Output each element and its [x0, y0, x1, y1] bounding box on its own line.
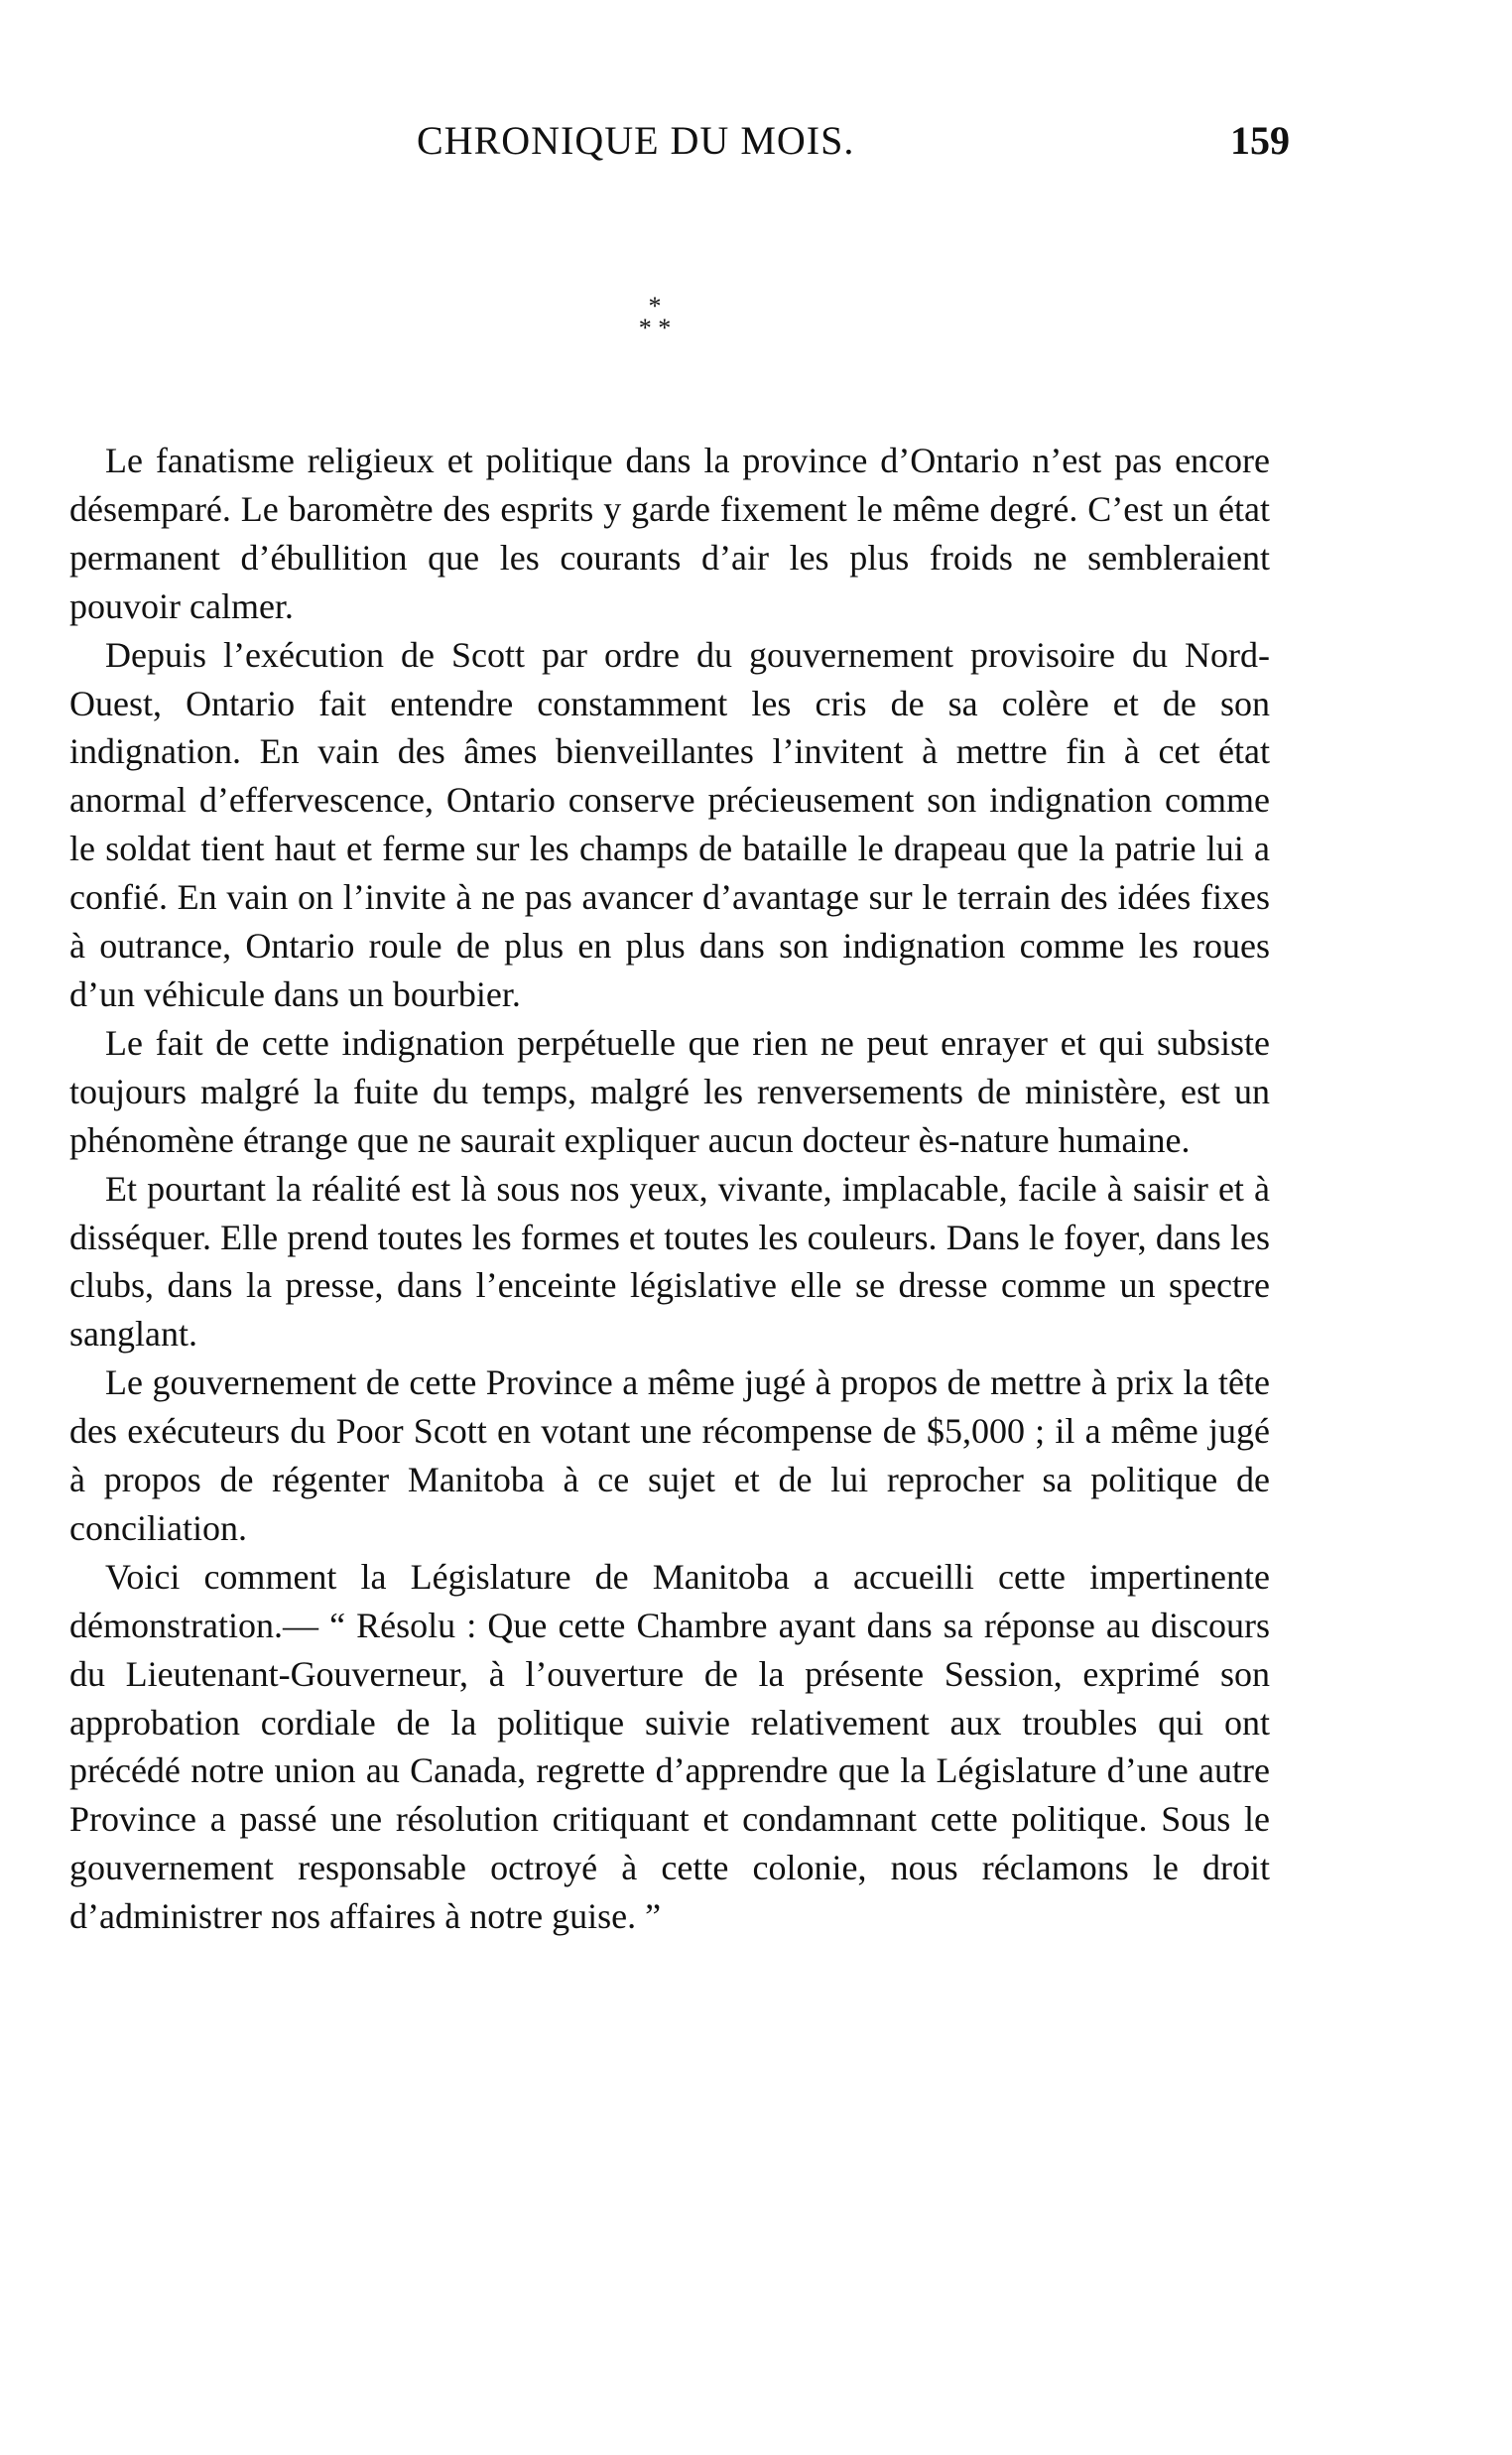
paragraph-2: Depuis l’exécution de Scott par ordre du gouvernement provisoire du Nord-Ouest, Ontario fait entendre constamment les cris de sa colère et de son indignation. En vain des âmes bienveillantes l’invitent à mettre fin à cet état anormal d’effervescence, Ontario conserve précieusement son indignation comme le soldat tient haut et ferme sur les champs de bataille le drapeau que la patrie lui a confié. En vain on l’invite à ne pas avancer d’avantage sur le terrain des idées fixes à outrance, Ontario roule de plus en plus dans son indignation comme les roues d’un véhicule dans un bourbier.	[69, 634, 1270, 1014]
paragraph-1: Le fanatisme religieux et politique dans la province d’Ontario n’est pas encore désemparé. Le baromètre des esprits y garde fixement le même degré. C’est un état permanent d’ébullition que les courants d’air les plus froids ne sembleraient pouvoir calmer.	[69, 441, 1270, 626]
running-header	[417, 117, 1290, 177]
page-number: 159	[1230, 118, 1290, 163]
section-asterism	[595, 292, 714, 342]
asterism-top: *	[648, 292, 662, 321]
running-title: CHRONIQUE DU MOIS.	[417, 118, 855, 163]
paragraph-5: Le gouvernement de cette Province a même jugé à propos de mettre à prix la tête des exécuteurs du Poor Scott en votant une récompense de $5,000 ; il a même jugé à propos de régenter Manitoba à ce sujet et de lui reprocher sa politique de conciliation.	[69, 1362, 1270, 1548]
paragraph-4: Et pourtant la réalité est là sous nos yeux, vivante, implacable, facile à saisir et à disséquer. Elle prend toutes les formes et toutes les couleurs. Dans le foyer, dans les clubs, dans la presse, dans l’enceinte législative elle se dresse comme un spectre sanglant.	[69, 1168, 1270, 1355]
paragraph-3: Le fait de cette indignation perpétuelle que rien ne peut enrayer et qui subsiste toujours malgré la fuite du temps, malgré les renversements de ministère, est un phénomène étrange que ne saurait expliquer aucun docteur ès-nature humaine.	[69, 1022, 1270, 1160]
body-text	[69, 437, 1270, 1941]
asterism-bottom: * *	[638, 314, 672, 342]
paragraph-6: Voici comment la Législature de Manitoba a accueilli cette impertinente démonstration.— “ Résolu : Que cette Chambre ayant dans sa réponse au discours du Lieutenant-Gouverneur, à l’ouverture de la présente Session, exprimé son approbation cordiale de la politique suivie relativement aux troubles qui ont précédé notre union au Canada, regrette d’apprendre que la Législature d’une autre Province a passé une résolution critiquant et condamnant cette politique. Sous le gouvernement responsable octroyé à cette colonie, nous réclamons le droit d’administrer nos affaires à notre guise. ”	[69, 1556, 1270, 1937]
